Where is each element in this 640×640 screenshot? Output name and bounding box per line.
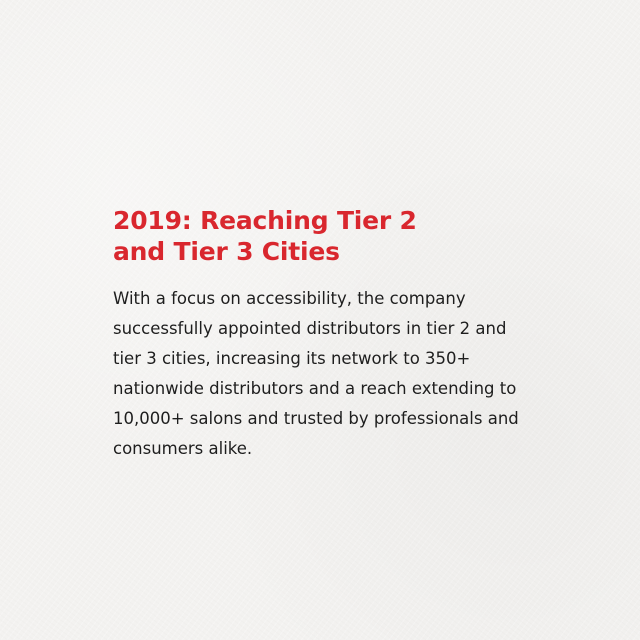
description-line-1: With a focus on accessibility, the company xyxy=(113,289,466,308)
description-line-4: nationwide distributors and a reach extending to xyxy=(113,379,517,398)
description-line-5: 10,000+ salons and trusted by professionals and xyxy=(113,409,519,428)
description-line-6: consumers alike. xyxy=(113,439,253,458)
milestone-card xyxy=(113,205,603,464)
description-line-2: successfully appointed distributors in tier 2 and xyxy=(113,319,507,338)
milestone-title xyxy=(113,205,603,267)
milestone-title-line-1: 2019: Reaching Tier 2 xyxy=(113,206,417,235)
milestone-description xyxy=(113,284,603,464)
milestone-title-line-2: and Tier 3 Cities xyxy=(113,237,340,266)
description-line-3: tier 3 cities, increasing its network to 350+ xyxy=(113,349,471,368)
